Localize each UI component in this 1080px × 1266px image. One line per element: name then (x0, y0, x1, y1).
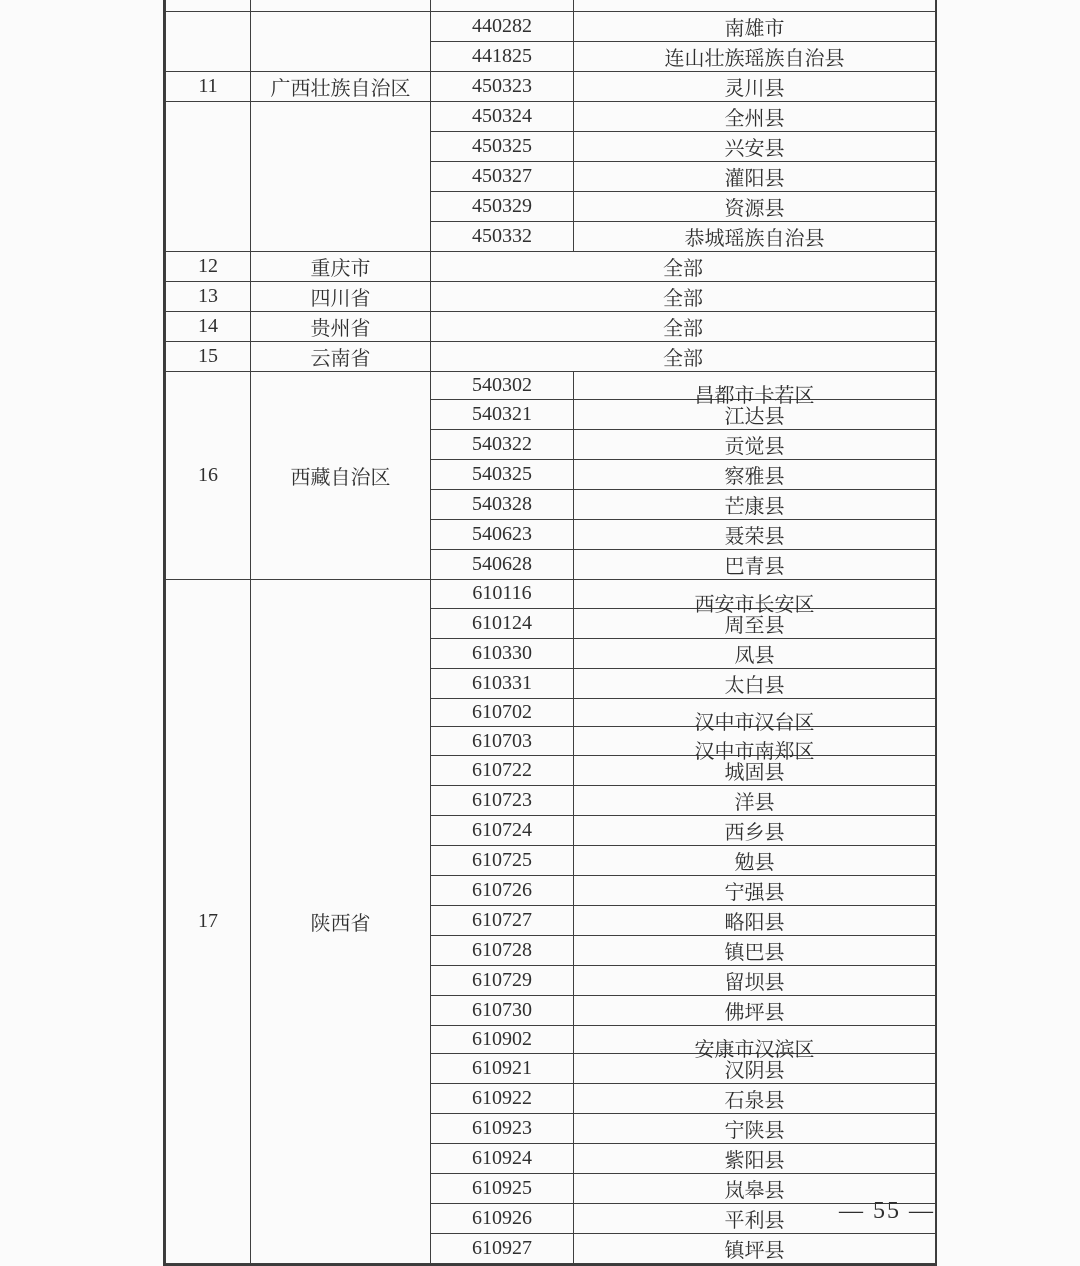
region-code-cell: 610725 (431, 845, 574, 875)
table-row (166, 371, 936, 400)
table-row (166, 11, 936, 41)
table-row (166, 71, 936, 101)
table-row-partial (166, 0, 936, 11)
region-name-cell: 紫阳县 (574, 1144, 936, 1174)
region-name-cell: 宁强县 (574, 875, 936, 905)
partial-cell (251, 0, 431, 11)
table-body (166, 0, 936, 1264)
region-code-cell: 610702 (431, 698, 574, 727)
region-name-cell: 凤县 (574, 638, 936, 668)
region-code-cell: 610727 (431, 905, 574, 935)
region-name-cell: 镇坪县 (574, 1234, 936, 1264)
table-row (166, 101, 936, 131)
table-row (166, 281, 936, 311)
region-name-cell: 巴青县 (574, 550, 936, 580)
region-code-cell: 610729 (431, 965, 574, 995)
region-name-cell: 全州县 (574, 101, 936, 131)
region-name-cell: 江达县 (574, 400, 936, 430)
partial-cell (166, 0, 251, 11)
region-name-cell: 恭城瑶族自治县 (574, 221, 936, 251)
region-code-cell: 440282 (431, 11, 574, 41)
partial-cell (574, 0, 936, 11)
region-code-cell: 450324 (431, 101, 574, 131)
region-code-cell: 540623 (431, 520, 574, 550)
region-code-cell: 610116 (431, 580, 574, 609)
clipped-region-name: 汉中市南郑区 (694, 740, 815, 763)
table-frame (163, 0, 937, 1266)
region-code-cell: 610927 (431, 1234, 574, 1264)
region-code-cell: 540325 (431, 460, 574, 490)
row-index-cell: 14 (166, 311, 251, 341)
region-name-cell (574, 727, 936, 763)
region-name-cell: 岚皋县 (574, 1174, 936, 1204)
region-name-cell: 洋县 (574, 785, 936, 815)
region-name-cell: 灵川县 (574, 71, 936, 101)
region-name-cell (574, 698, 936, 735)
province-cell: 贵州省 (251, 311, 431, 341)
region-code-cell: 610331 (431, 668, 574, 698)
region-name-cell: 勉县 (574, 845, 936, 875)
region-code-cell: 610730 (431, 995, 574, 1025)
region-name-cell (574, 580, 936, 616)
row-index-cell: 13 (166, 281, 251, 311)
region-code-cell: 610330 (431, 638, 574, 668)
region-name-cell: 贡觉县 (574, 430, 936, 460)
region-code-cell: 450332 (431, 221, 574, 251)
row-index-cell: 12 (166, 251, 251, 281)
region-name-cell: 察雅县 (574, 460, 936, 490)
region-name-cell: 南雄市 (574, 11, 936, 41)
region-name-cell: 城固县 (574, 755, 936, 785)
region-name-cell: 聂荣县 (574, 520, 936, 550)
table-row (166, 251, 936, 281)
province-cell (251, 11, 431, 71)
region-name-cell: 太白县 (574, 668, 936, 698)
region-name-cell: 留坝县 (574, 965, 936, 995)
region-name-cell: 汉阴县 (574, 1054, 936, 1084)
region-code-cell: 610922 (431, 1084, 574, 1114)
table-row (166, 341, 936, 371)
region-code-cell: 610923 (431, 1114, 574, 1144)
region-code-cell: 610726 (431, 875, 574, 905)
region-code-table (165, 0, 936, 1264)
region-code-cell: 610921 (431, 1054, 574, 1084)
region-name-cell: 西乡县 (574, 815, 936, 845)
region-code-cell: 610723 (431, 785, 574, 815)
region-code-cell: 610926 (431, 1204, 574, 1234)
scope-all-cell: 全部 (431, 311, 936, 341)
clipped-region-name: 汉中市汉台区 (694, 712, 815, 735)
row-index-cell: 15 (166, 341, 251, 371)
row-index-cell (166, 11, 251, 71)
region-code-cell: 610703 (431, 727, 574, 756)
region-name-cell: 灌阳县 (574, 161, 936, 191)
clipped-region-name: 西安市长安区 (694, 593, 815, 616)
region-code-cell: 610728 (431, 935, 574, 965)
region-code-cell: 450323 (431, 71, 574, 101)
region-name-cell: 连山壮族瑶族自治县 (574, 41, 936, 71)
scope-all-cell: 全部 (431, 251, 936, 281)
province-cell: 重庆市 (251, 251, 431, 281)
region-code-cell: 540322 (431, 430, 574, 460)
table-row (166, 580, 936, 609)
region-code-cell: 540321 (431, 400, 574, 430)
region-code-cell: 610902 (431, 1025, 574, 1054)
clipped-region-name: 安康市汉滨区 (694, 1039, 815, 1062)
region-code-cell: 610925 (431, 1174, 574, 1204)
table-row (166, 311, 936, 341)
province-cell: 西藏自治区 (251, 371, 431, 580)
region-code-cell: 610724 (431, 815, 574, 845)
row-index-cell (166, 101, 251, 251)
row-index-cell: 16 (166, 371, 251, 580)
region-code-cell: 450329 (431, 191, 574, 221)
region-name-cell: 镇巴县 (574, 935, 936, 965)
region-name-cell: 芒康县 (574, 490, 936, 520)
row-index-cell: 17 (166, 580, 251, 1264)
region-code-cell: 540302 (431, 371, 574, 400)
region-code-cell: 610924 (431, 1144, 574, 1174)
region-name-cell: 平利县 (574, 1204, 936, 1234)
province-cell: 四川省 (251, 281, 431, 311)
partial-cell (431, 0, 574, 11)
clipped-region-name: 昌都市卡若区 (694, 385, 815, 408)
row-index-cell: 11 (166, 71, 251, 101)
region-name-cell: 周至县 (574, 608, 936, 638)
region-name-cell (574, 371, 936, 408)
scope-all-cell: 全部 (431, 281, 936, 311)
region-name-cell: 兴安县 (574, 131, 936, 161)
province-cell: 广西壮族自治区 (251, 71, 431, 101)
region-name-cell: 略阳县 (574, 905, 936, 935)
region-name-cell: 宁陕县 (574, 1114, 936, 1144)
region-code-cell: 450325 (431, 131, 574, 161)
page-number: — 55 — (839, 1198, 935, 1224)
region-code-cell: 450327 (431, 161, 574, 191)
region-code-cell: 540628 (431, 550, 574, 580)
region-code-cell: 540328 (431, 490, 574, 520)
region-code-cell: 441825 (431, 41, 574, 71)
province-cell (251, 101, 431, 251)
region-name-cell: 佛坪县 (574, 995, 936, 1025)
province-cell: 云南省 (251, 341, 431, 371)
region-name-cell: 石泉县 (574, 1084, 936, 1114)
region-code-cell: 610124 (431, 608, 574, 638)
region-name-cell (574, 1025, 936, 1062)
province-cell: 陕西省 (251, 580, 431, 1264)
region-name-cell: 资源县 (574, 191, 936, 221)
region-code-cell: 610722 (431, 755, 574, 785)
scope-all-cell: 全部 (431, 341, 936, 371)
